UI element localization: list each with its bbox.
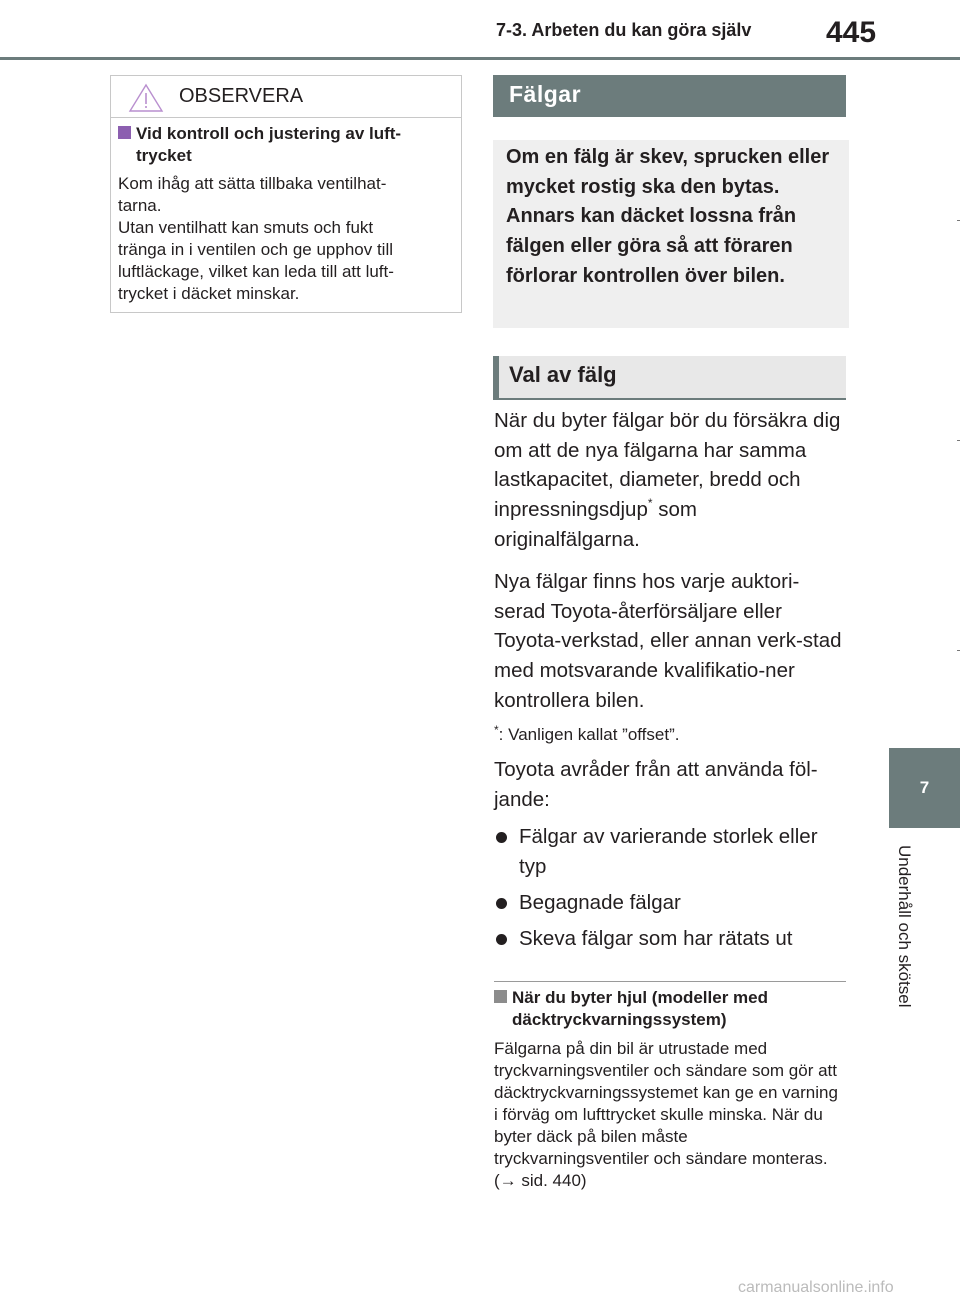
warning-triangle-icon bbox=[128, 83, 164, 113]
paragraph-text: som originalfälgarna. bbox=[494, 498, 697, 551]
footnote-marker: * bbox=[647, 496, 653, 511]
caution-box bbox=[110, 75, 462, 313]
note-heading bbox=[494, 987, 846, 1031]
square-bullet-icon bbox=[118, 126, 131, 139]
subsection-heading-text: Val av fälg bbox=[509, 362, 617, 387]
caution-body-line: tarna. bbox=[118, 196, 162, 215]
caution-header bbox=[111, 76, 461, 118]
note-body: Fälgarna på din bil är utrustade med tryckvarningsventiler och sändare som gör att däcktryckvarningssystemet kan ge en varning i förväg om lufttrycket skulle minska. När du byter däck på bilen måste tryckvarningsventiler och sändare monteras. (→ sid. 440) bbox=[494, 1039, 838, 1190]
chapter-title-vertical bbox=[880, 845, 930, 1045]
chapter-number: 7 bbox=[919, 778, 930, 797]
chapter-title: Underhåll och skötsel bbox=[895, 845, 914, 1008]
caution-body-line: tränga in i ventilen och ge upphov till bbox=[118, 240, 394, 259]
paragraph-text: När du byter fälgar bör du försäkra dig om att de nya fälgarna har samma lastkapacitet, diameter, bredd och inpressningsdjup bbox=[494, 409, 841, 522]
list-item bbox=[494, 888, 846, 918]
note-heading-line: däcktryckvarningssystem) bbox=[512, 1010, 727, 1029]
list-item-text: Begagnade fälgar bbox=[519, 891, 681, 914]
chapter-tab[interactable] bbox=[889, 748, 960, 828]
caution-body-line: Utan ventilhatt kan smuts och fukt bbox=[118, 218, 374, 237]
summary-text: Om en fälg är skev, sprucken eller mycket rostig ska den bytas. Annars kan däcket lossna från fälgen eller göra så att föraren förlorar kontrollen över bilen. bbox=[506, 146, 830, 287]
heading-accent bbox=[493, 356, 499, 398]
bullet-dot-icon bbox=[496, 832, 507, 843]
square-bullet-icon bbox=[494, 990, 507, 1003]
summary-box bbox=[493, 140, 849, 328]
caution-heading-line: Vid kontroll och justering av luft- bbox=[136, 124, 402, 143]
note-divider bbox=[494, 981, 846, 982]
caution-body bbox=[118, 173, 456, 305]
subsection-heading-val-av-falg bbox=[493, 356, 846, 400]
paragraph-wheel-choice bbox=[494, 406, 846, 555]
page-number: 445 bbox=[826, 16, 877, 49]
paragraph-advice: Toyota avråder från att använda föl-jande: bbox=[494, 758, 818, 811]
paragraph-where-to-buy: Nya fälgar finns hos varje auktori-serad Toyota-återförsäljare eller Toyota-verkstad, eller annan verk-stad med motsvarande kvalifikatio-ner kontrollera bilen. bbox=[494, 570, 842, 712]
caution-heading-line: trycket bbox=[136, 146, 192, 165]
bullet-dot-icon bbox=[496, 934, 507, 945]
section-heading-falgar bbox=[493, 75, 846, 117]
watermark: carmanualsonline.info bbox=[738, 1279, 894, 1296]
section-heading-falgar-text: Fälgar bbox=[509, 81, 582, 107]
caution-body-line: luftläckage, vilket kan leda till att luft- bbox=[118, 262, 394, 281]
caution-heading bbox=[118, 123, 456, 167]
footnote bbox=[494, 723, 679, 745]
list-item-text: Fälgar av varierande storlek eller typ bbox=[519, 825, 818, 878]
list-item bbox=[494, 822, 846, 881]
caution-body-line: trycket i däcket minskar. bbox=[118, 284, 300, 303]
caution-body-line: Kom ihåg att sätta tillbaka ventilhat- bbox=[118, 174, 387, 193]
list-item bbox=[494, 924, 846, 954]
header-rule bbox=[0, 57, 960, 60]
footnote-text: : Vanligen kallat ”offset”. bbox=[498, 725, 680, 744]
caution-title: OBSERVERA bbox=[179, 85, 304, 107]
note-heading-line: När du byter hjul (modeller med bbox=[512, 988, 768, 1007]
bullet-dot-icon bbox=[496, 898, 507, 909]
footnote-marker: * bbox=[494, 723, 499, 737]
section-title: 7-3. Arbeten du kan göra själv bbox=[496, 20, 752, 40]
list-item-text: Skeva fälgar som har rätats ut bbox=[519, 927, 793, 950]
